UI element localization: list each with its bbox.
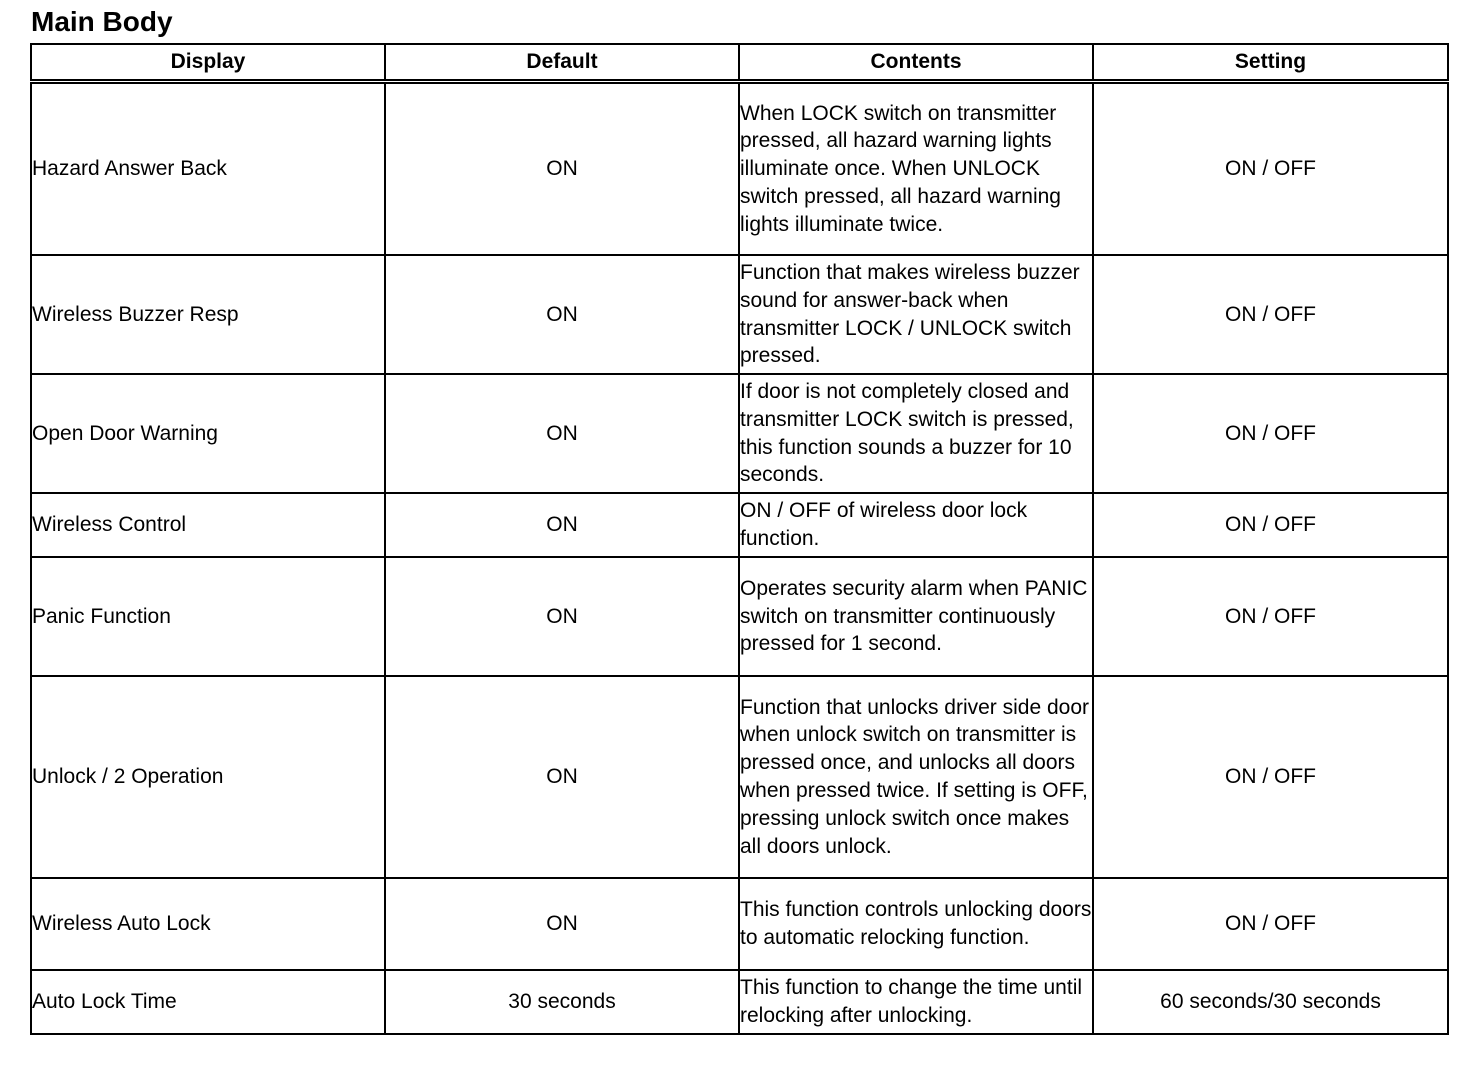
cell-contents: Operates security alarm when PANIC switch on transmitter continuously pressed for 1 second. <box>739 557 1093 676</box>
cell-default: ON <box>385 255 739 374</box>
cell-display: Panic Function <box>31 557 385 676</box>
cell-contents: Function that unlocks driver side door when unlock switch on transmitter is pressed once, and unlocks all doors when pressed twice. If setting is OFF, pressing unlock switch once makes all doors unlock. <box>739 676 1093 878</box>
cell-contents: When LOCK switch on transmitter pressed, all hazard warning lights illuminate once. When UNLOCK switch pressed, all hazard warning lights illuminate twice. <box>739 82 1093 256</box>
table-row <box>31 970 1448 1034</box>
cell-display: Wireless Control <box>31 493 385 557</box>
cell-display: Wireless Auto Lock <box>31 878 385 970</box>
cell-default: ON <box>385 557 739 676</box>
table-row <box>31 557 1448 676</box>
cell-contents: This function controls unlocking doors to automatic relocking function. <box>739 878 1093 970</box>
table-row <box>31 255 1448 374</box>
table-header <box>31 44 1448 82</box>
cell-default: ON <box>385 878 739 970</box>
cell-contents: Function that makes wireless buzzer sound for answer-back when transmitter LOCK / UNLOCK switch pressed. <box>739 255 1093 374</box>
table-row <box>31 493 1448 557</box>
cell-contents: ON / OFF of wireless door lock function. <box>739 493 1093 557</box>
cell-setting: ON / OFF <box>1093 557 1448 676</box>
table-row <box>31 374 1448 493</box>
header-display: Display <box>31 44 385 82</box>
header-contents: Contents <box>739 44 1093 82</box>
header-default: Default <box>385 44 739 82</box>
cell-default: ON <box>385 676 739 878</box>
cell-default: ON <box>385 374 739 493</box>
settings-table <box>30 43 1449 1035</box>
cell-default: 30 seconds <box>385 970 739 1034</box>
cell-default: ON <box>385 493 739 557</box>
cell-default: ON <box>385 82 739 256</box>
cell-setting: ON / OFF <box>1093 878 1448 970</box>
cell-contents: If door is not completely closed and transmitter LOCK switch is pressed, this function sounds a buzzer for 10 seconds. <box>739 374 1093 493</box>
cell-setting: ON / OFF <box>1093 374 1448 493</box>
cell-contents: This function to change the time until relocking after unlocking. <box>739 970 1093 1034</box>
table-row <box>31 676 1448 878</box>
cell-display: Wireless Buzzer Resp <box>31 255 385 374</box>
cell-setting: ON / OFF <box>1093 255 1448 374</box>
header-row <box>31 44 1448 82</box>
cell-display: Auto Lock Time <box>31 970 385 1034</box>
table-row <box>31 878 1448 970</box>
cell-setting: ON / OFF <box>1093 493 1448 557</box>
page-title: Main Body <box>31 6 173 37</box>
cell-setting: ON / OFF <box>1093 676 1448 878</box>
cell-display: Unlock / 2 Operation <box>31 676 385 878</box>
header-setting: Setting <box>1093 44 1448 82</box>
cell-setting: ON / OFF <box>1093 82 1448 256</box>
cell-display: Open Door Warning <box>31 374 385 493</box>
table-body <box>31 82 1448 1035</box>
table-row <box>31 82 1448 256</box>
cell-setting: 60 seconds/30 seconds <box>1093 970 1448 1034</box>
cell-display: Hazard Answer Back <box>31 82 385 256</box>
